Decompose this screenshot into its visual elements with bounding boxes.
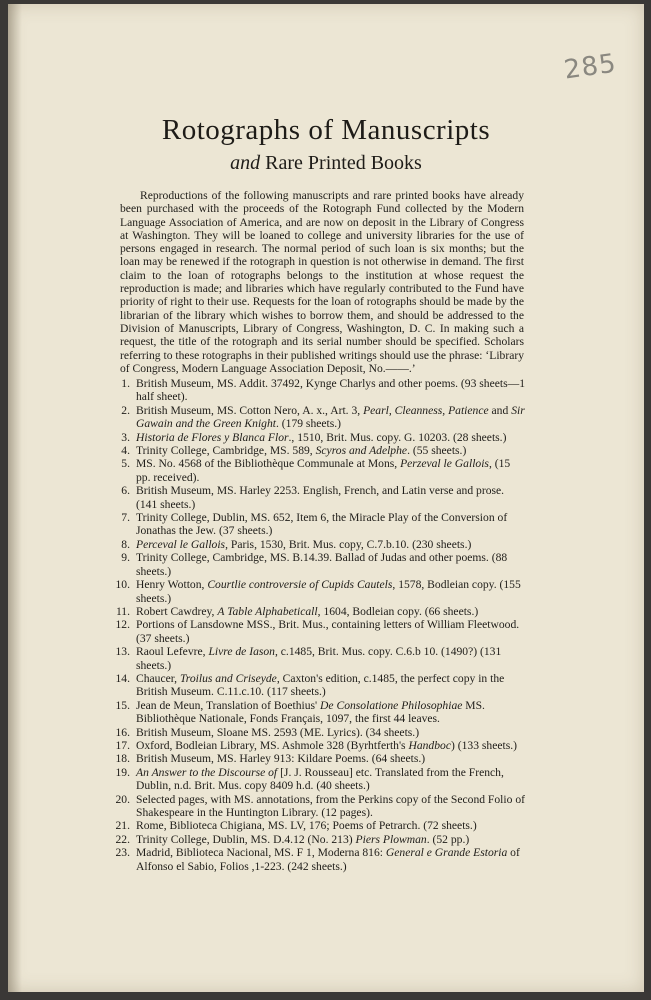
text-run: British Museum, MS. Harley 913: Kildare Poems. (64 sheets.) (136, 752, 426, 766)
list-item (112, 457, 526, 484)
italic-title: Troilus and Criseyde (179, 671, 277, 685)
list-item (112, 833, 526, 846)
list-item (112, 377, 526, 404)
italic-title: Livre de Iason (208, 645, 275, 659)
text-run: Trinity College, Cambridge, MS. B.14.39. Ballad of Judas and other poems. (88 sheets.) (136, 551, 508, 578)
text-run: . (179 sheets.) (275, 417, 342, 431)
list-item-text (136, 739, 526, 752)
list-item-number: 23. (115, 846, 130, 860)
list-item-number: 15. (115, 698, 130, 712)
list-item-number: 2. (121, 403, 130, 417)
text-run: British Museum, MS. Harley 2253. English, French, and Latin verse and prose. (141 sheets.) (136, 484, 505, 511)
list-item-number: 22. (115, 832, 130, 846)
rotograph-list (112, 377, 526, 873)
italic-title: Handboc (408, 738, 451, 752)
text-run: Selected pages, with MS. annotations, from the Perkins copy of the Second Folio of Shakespeare in the Huntington Library. (12 pages). (136, 792, 525, 819)
list-item-text (136, 511, 526, 538)
list-item (112, 819, 526, 832)
text-run: Rome, Biblioteca Chigiana, MS. LV, 176; Poems of Petrarch. (72 sheets.) (136, 819, 477, 833)
text-run: Portions of Lansdowne MSS., Brit. Mus., containing letters of William Fleetwood. (37 sheets.) (136, 618, 520, 645)
text-run: . (52 pp.) (426, 832, 470, 846)
list-item-text (136, 833, 526, 846)
text-run: Raoul Lefevre, (136, 645, 209, 659)
text-run: British Museum, MS. Cotton Nero, A. x., Art. 3, (136, 403, 364, 417)
list-item-text (136, 605, 526, 618)
list-item (112, 766, 526, 793)
list-item (112, 511, 526, 538)
text-run: MS. No. 4568 of the Bibliothèque Communale at Mons, (136, 457, 401, 471)
list-item-text (136, 377, 526, 404)
list-item-text (136, 819, 526, 832)
text-run: British Museum, MS. Addit. 37492, Kynge Charlys and other poems. (93 sheets—1 half sheet). (136, 377, 526, 404)
italic-title: Perzeval le Gallois (400, 457, 489, 471)
text-run: MS. Bibliothèque Nationale, Fonds Français, 1097, the first 44 leaves. (136, 698, 485, 726)
text-run: , (15 pp. received). (136, 457, 511, 484)
italic-title: An Answer to the Discourse of (136, 765, 278, 779)
subtitle-and: and (230, 152, 261, 174)
italic-title: Pearl, Cleanness, Patience (363, 403, 489, 417)
handwritten-folio-number: 285 (562, 48, 619, 86)
italic-title: Historia de Flores y Blanca Flor (136, 430, 289, 444)
list-item-text (136, 766, 526, 793)
list-item (112, 846, 526, 873)
list-item-number: 21. (115, 819, 130, 833)
italic-title: Courtlie controversie of Cupids Cautels (207, 578, 393, 592)
list-item-number: 7. (121, 511, 130, 525)
list-item-text (136, 538, 526, 551)
list-item (112, 484, 526, 511)
text-run: ) (133 sheets.) (450, 738, 517, 752)
list-item-text (136, 699, 526, 726)
list-item (112, 538, 526, 551)
list-item-number: 5. (121, 457, 130, 471)
list-item (112, 444, 526, 457)
text-run: British Museum, Sloane MS. 2593 (ME. Lyrics). (34 sheets.) (136, 725, 420, 739)
text-run: , 1604, Bodleian copy. (66 sheets.) (317, 604, 479, 618)
list-item-number: 3. (121, 430, 130, 444)
text-run: and (488, 403, 512, 417)
text-run: Henry Wotton, (136, 578, 208, 592)
list-item-number: 17. (115, 738, 130, 752)
list-item (112, 672, 526, 699)
list-item (112, 699, 526, 726)
list-item-text (136, 752, 526, 765)
list-item-text (136, 551, 526, 578)
list-item-text (136, 672, 526, 699)
page-title: Rotographs of Manuscripts (161, 114, 491, 146)
italic-title: De Consolatione Philosophiae (320, 698, 463, 712)
text-run: ., 1510, Brit. Mus. copy. G. 10203. (28 sheets.) (288, 430, 507, 444)
list-item-text (136, 645, 526, 672)
list-item (112, 618, 526, 645)
list-item (112, 404, 526, 431)
italic-title: General e Grande Estoria (385, 846, 508, 860)
list-item-number: 6. (121, 484, 130, 498)
list-item (112, 739, 526, 752)
list-item-number: 12. (115, 618, 130, 632)
list-item-text (136, 846, 526, 873)
list-item (112, 793, 526, 820)
list-item (112, 431, 526, 444)
list-item-number: 9. (121, 551, 130, 565)
list-item-text (136, 444, 526, 457)
list-item-text (136, 457, 526, 484)
italic-title: A Table Alphabeticall (217, 604, 318, 618)
list-item-text (136, 726, 526, 739)
italic-title: Perceval le Gallois (136, 537, 226, 551)
text-run: Chaucer, (136, 671, 180, 685)
list-item-text (136, 431, 526, 444)
list-item-text (136, 484, 526, 511)
list-item-number: 11. (115, 604, 130, 618)
list-item (112, 645, 526, 672)
text-run: Madrid, Biblioteca Nacional, MS. F 1, Moderna 816: (136, 846, 386, 860)
text-run: Jean de Meun, Translation of Boethius' (136, 698, 321, 712)
text-run: of Alfonso el Sabio, Folios ,1-223. (242 sheets.) (136, 846, 520, 873)
text-run: Robert Cawdrey, (136, 604, 218, 618)
list-item (112, 752, 526, 765)
list-item-number: 1. (121, 377, 130, 390)
list-item (112, 551, 526, 578)
text-run: , Paris, 1530, Brit. Mus. copy, C.7.b.10. (230 sheets.) (225, 537, 472, 551)
list-item (112, 578, 526, 605)
list-item-number: 14. (115, 671, 130, 685)
page-subtitle (8, 152, 644, 175)
subtitle-rest: Rare Printed Books (265, 152, 422, 174)
list-item-text (136, 793, 526, 820)
list-item-text (136, 578, 526, 605)
intro-paragraph: Reproductions of the following manuscripts and rare printed books have already been purchased with the proceeds of the Rotograph Fund collected by the Modern Language Association of America, and are now on deposit in the Library of Congress at Washington. They will be loaned to college and university libraries for the use of persons engaged in research. The normal period of such loan is six months; but the loan may be renewed if the rotograph in question is not otherwise in demand. The first claim to the loan of rotographs belongs to the institution at whose request the reproduction is made; and libraries which have regularly contributed to the Fund have priority of right to their use. Requests for the loan of rotographs should be made by the librarian of the library which wishes to borrow them, and should be addressed to the Division of Manuscripts, Library of Congress, Washington, D. C. In making such a request, the title of the rotograph and its serial number should be specified. Scholars referring to these rotographs in their published writings should use the phrase: ‘Library of Congress, Modern Language Association Deposit, No.——.’ (120, 189, 524, 375)
text-run: Trinity College, Dublin, MS. 652, Item 6, the Miracle Play of the Conversion of Jonathas the Jew. (37 sheets.) (136, 511, 508, 538)
document-page (8, 4, 644, 992)
italic-title: Sir Gawain and the Green Knight (136, 403, 525, 431)
list-item-number: 20. (115, 792, 130, 806)
text-run: . (55 sheets.) (407, 444, 467, 458)
list-item-number: 19. (115, 765, 130, 779)
text-run: , 1578, Bodleian copy. (155 sheets.) (136, 578, 521, 605)
list-item-text (136, 618, 526, 645)
list-item-number: 16. (115, 725, 130, 739)
text-run: Trinity College, Dublin, MS. D.4.12 (No. 213) (136, 832, 356, 846)
list-item-number: 18. (115, 752, 130, 766)
list-item (112, 605, 526, 618)
list-item-number: 8. (121, 537, 130, 551)
italic-title: Piers Plowman (355, 832, 427, 846)
text-run: Oxford, Bodleian Library, MS. Ashmole 328 (Byrhtferth's (136, 738, 409, 752)
list-item (112, 726, 526, 739)
text-run: , c.1485, Brit. Mus. copy. C.6.b 10. (1490?) (131 sheets.) (136, 645, 502, 672)
list-item-text (136, 404, 526, 431)
list-item-number: 4. (121, 444, 130, 458)
list-item-number: 13. (115, 645, 130, 659)
italic-title: Scyros and Adelphe (315, 444, 408, 458)
text-run: [J. J. Rousseau] etc. Translated from the French, Dublin, n.d. Brit. Mus. copy 8409 h.d. (40 sheets.) (136, 765, 504, 793)
text-run: Trinity College, Cambridge, MS. 589, (136, 444, 316, 458)
list-item-number: 10. (115, 578, 130, 592)
text-run: , Caxton's edition, c.1485, the perfect copy in the British Museum. C.11.c.10. (117 sheets.) (136, 671, 505, 699)
